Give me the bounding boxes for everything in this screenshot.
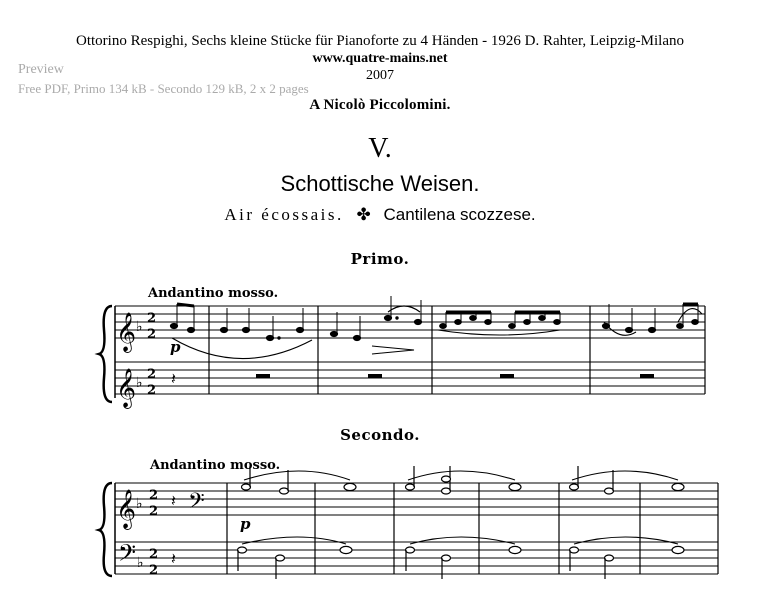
secondo-lower-staff xyxy=(115,542,718,574)
secondo-part-label: Secondo. xyxy=(340,426,420,444)
svg-text:2: 2 xyxy=(147,311,157,326)
svg-text:2: 2 xyxy=(149,563,159,578)
svg-text:2: 2 xyxy=(149,488,159,503)
bass-clef-icon: 𝄢 xyxy=(118,539,137,572)
svg-text:2: 2 xyxy=(147,327,157,342)
header-composer-line: Ottorino Respighi, Sechs kleine Stücke für Pianoforte zu 4 Händen - 1926 D. Rahter, Leipzig-Milano xyxy=(75,33,684,49)
quarter-rest-icon: 𝄽 xyxy=(171,369,176,388)
primo-tempo-marking: Andantino mosso. xyxy=(148,286,279,301)
primo-system xyxy=(99,306,705,402)
primo-dynamic: p xyxy=(170,338,181,356)
flat-icon: ♭ xyxy=(137,555,144,571)
treble-clef-icon: 𝄞 xyxy=(116,368,137,408)
flat-icon: ♭ xyxy=(136,319,143,335)
secondo-dynamic: p xyxy=(240,515,251,533)
dedication: A Nicolò Piccolomini. xyxy=(309,97,451,113)
treble-clef-icon: 𝄞 xyxy=(116,312,137,352)
svg-text:2: 2 xyxy=(149,547,159,562)
ornament-icon: ✤ xyxy=(347,205,380,224)
subtitle-italian: Cantilena scozzese. xyxy=(383,205,536,224)
secondo-barlines xyxy=(227,483,718,574)
treble-clef-icon: 𝄞 xyxy=(116,489,137,529)
flat-icon: ♭ xyxy=(136,375,143,391)
secondo-tempo-marking: Andantino mosso. xyxy=(150,458,281,473)
svg-text:2: 2 xyxy=(149,504,159,519)
quarter-rest-icon: 𝄽 xyxy=(171,491,176,510)
header-website[interactable]: www.quatre-mains.net xyxy=(312,51,448,66)
bass-clef-icon: 𝄢 xyxy=(188,489,205,519)
preview-label: Preview xyxy=(18,62,64,77)
preview-file-info: Free PDF, Primo 134 kB - Secondo 129 kB, 2 x 2 pages xyxy=(18,81,309,96)
primo-part-label: Primo. xyxy=(350,250,410,268)
piece-title: Schottische Weisen. xyxy=(280,171,480,196)
secondo-upper-staff xyxy=(115,483,718,515)
subtitle-french: Air écossais. xyxy=(224,205,344,224)
svg-text:2: 2 xyxy=(147,383,157,398)
primo-lower-staff xyxy=(115,362,705,394)
primo-lower-rests xyxy=(256,374,654,378)
quarter-rest-icon: 𝄽 xyxy=(171,549,176,568)
header-year: 2007 xyxy=(366,68,394,83)
secondo-clefs xyxy=(116,488,251,578)
svg-text:2: 2 xyxy=(147,367,157,382)
piece-number: V. xyxy=(368,133,392,164)
flat-icon: ♭ xyxy=(136,496,143,512)
